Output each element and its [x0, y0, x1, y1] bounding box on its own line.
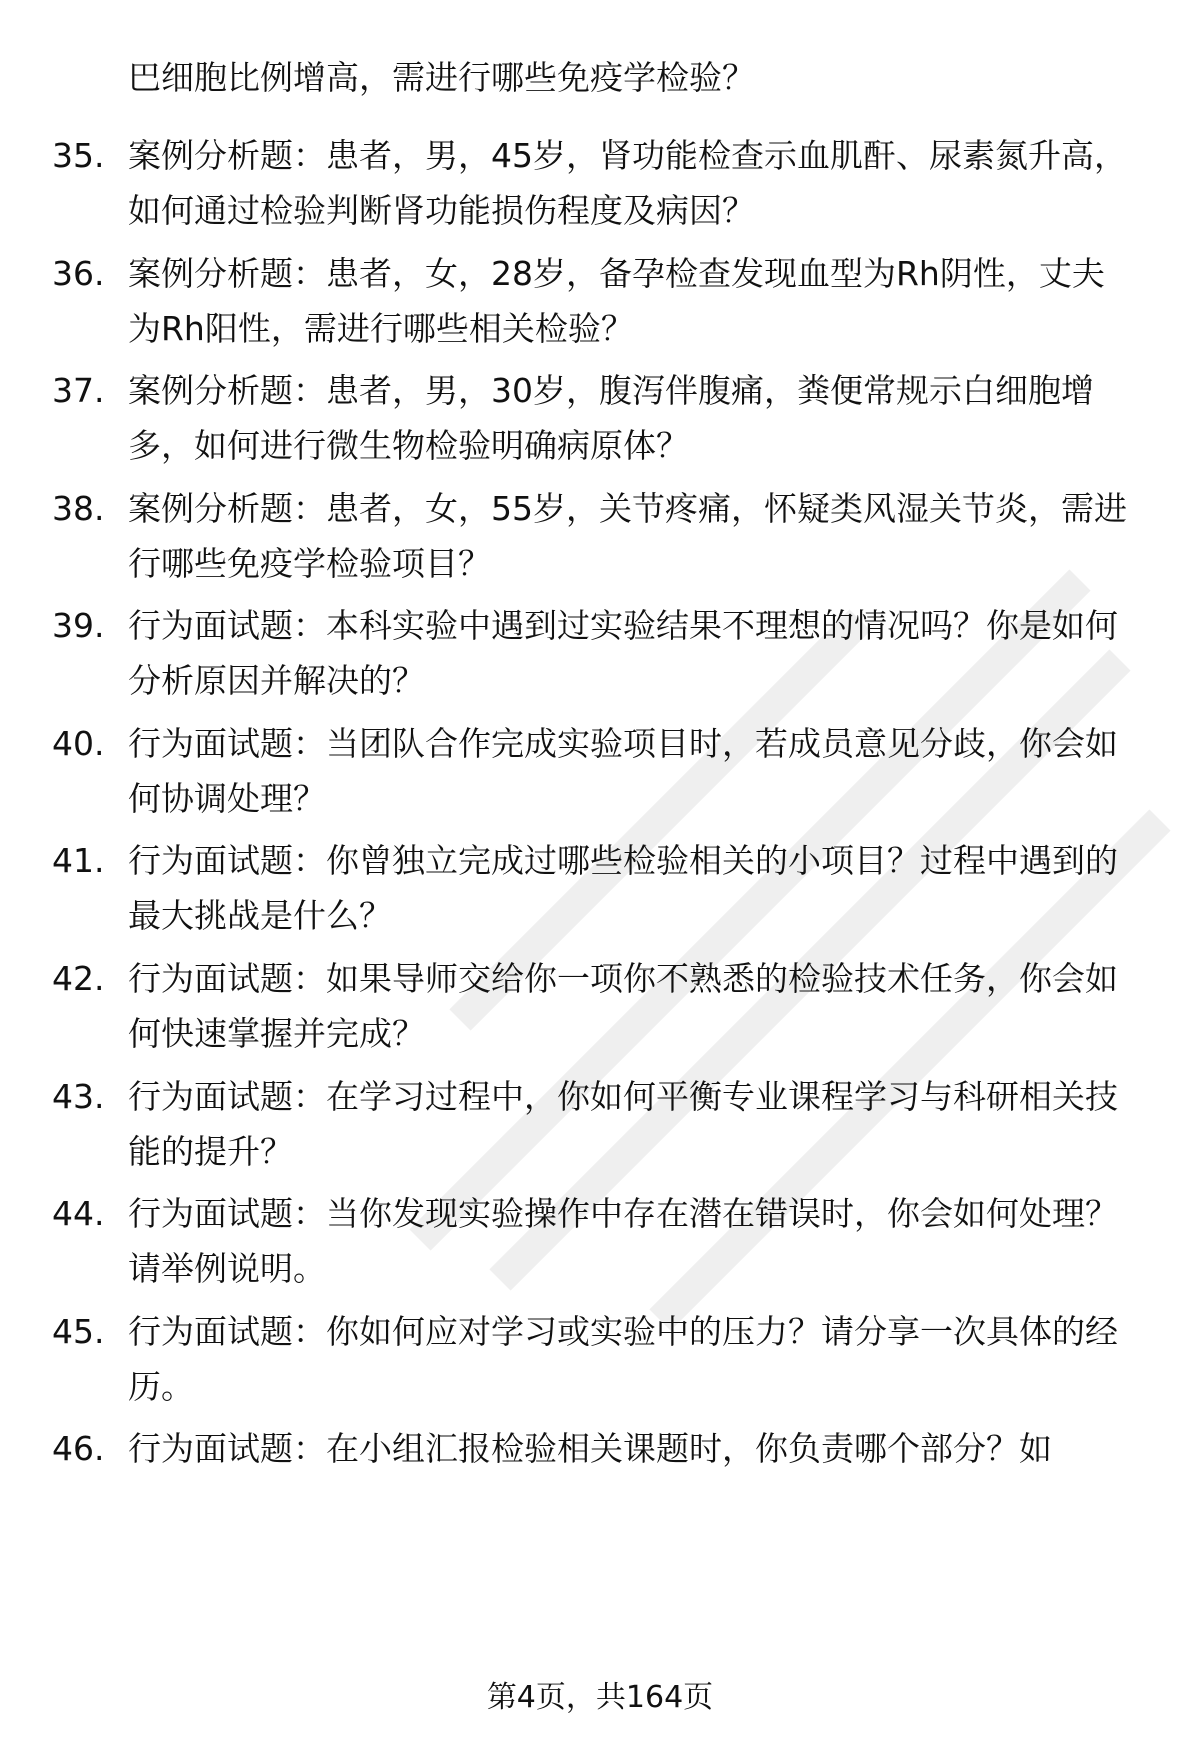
page-footer: 第4页，共164页 [486, 1680, 714, 1715]
question-text: 行为面试题：当团队合作完成实验项目时，若成员意见分歧，你会如何协调处理？ [128, 724, 1118, 818]
question-text: 行为面试题：如果导师交给你一项你不熟悉的检验技术任务，你会如何快速掌握并完成？ [128, 959, 1118, 1053]
question-number: 41. [52, 841, 105, 880]
question-number: 36. [52, 254, 105, 293]
question-number: 38. [52, 489, 105, 528]
question-text: 案例分析题：患者，男，45岁，肾功能检查示血肌酐、尿素氮升高，如何通过检验判断肾功能损伤程度及病因？ [128, 136, 1127, 230]
question-text: 行为面试题：当你发现实验操作中存在潜在错误时，你会如何处理？请举例说明。 [128, 1194, 1118, 1288]
question-number: 45. [52, 1312, 105, 1351]
question-number: 46. [52, 1429, 105, 1468]
question-text: 行为面试题：你曾独立完成过哪些检验相关的小项目？过程中遇到的最大挑战是什么？ [128, 841, 1118, 935]
question-text: 行为面试题：本科实验中遇到过实验结果不理想的情况吗？你是如何分析原因并解决的？ [128, 606, 1118, 700]
question-number: 42. [52, 959, 105, 998]
question-text: 案例分析题：患者，女，28岁，备孕检查发现血型为Rh阴性，丈夫为Rh阳性，需进行哪些相关检验？ [128, 254, 1105, 348]
question-number: 44. [52, 1194, 105, 1233]
question-number: 39. [52, 606, 105, 645]
question-number: 43. [52, 1077, 105, 1116]
question-text: 行为面试题：在学习过程中，你如何平衡专业课程学习与科研相关技能的提升？ [128, 1077, 1118, 1171]
question-text: 案例分析题：患者，女，55岁，关节疼痛，怀疑类风湿关节炎，需进行哪些免疫学检验项目？ [128, 489, 1127, 583]
question-number: 40. [52, 724, 105, 763]
question-text: 案例分析题：患者，男，30岁，腹泻伴腹痛，粪便常规示白细胞增多，如何进行微生物检验明确病原体？ [128, 371, 1094, 465]
question-number: 37. [52, 371, 105, 410]
question-text: 行为面试题：在小组汇报检验相关课题时，你负责哪个部分？如 [128, 1429, 1052, 1468]
continued-question-text: 巴细胞比例增高，需进行哪些免疫学检验？ [128, 58, 755, 97]
question-number: 35. [52, 136, 105, 175]
question-text: 行为面试题：你如何应对学习或实验中的压力？请分享一次具体的经历。 [128, 1312, 1118, 1406]
